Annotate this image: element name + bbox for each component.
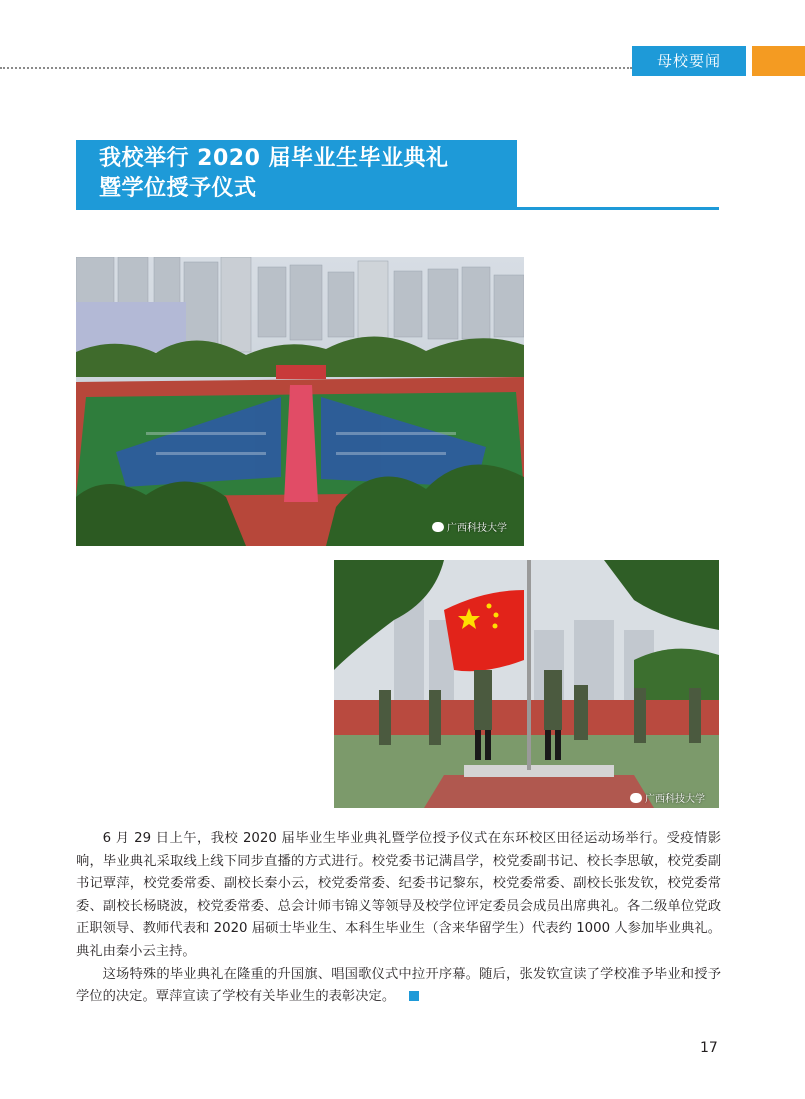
aerial-ceremony-illustration (76, 257, 524, 546)
wechat-icon (630, 793, 642, 803)
end-square-marker (409, 991, 419, 1001)
header-dotted-rule (0, 67, 632, 69)
photo-flag-raising (334, 560, 719, 808)
photo-watermark: 广西科技大学 (630, 790, 705, 805)
page-number: 17 (700, 1040, 718, 1056)
wechat-icon (432, 522, 444, 532)
article-body (76, 828, 721, 1009)
title-line-2: 暨学位授予仪式 (99, 176, 257, 201)
photo-watermark: 广西科技大学 (432, 519, 507, 534)
paragraph-1: 6 月 29 日上午，我校 2020 届毕业生毕业典礼暨学位授予仪式在东环校区田径运动场举行。受疫情影响，毕业典礼采取线上线下同步直播的方式进行。校党委书记满昌学，校党委副书记、校长李思敏，校党委副书记覃萍，校党委常委、副校长秦小云，校党委常委、纪委书记黎东，校党委常委、副校长张发钦，校党委常委、副校长杨晓波，校党委常委、总会计师韦锦义等领导及校学位评定委员会成员出席典礼。各二级单位党政正职领导、教师代表和 2020 届硕士毕业生、本科生毕业生（含来华留学生）代表约 1000 人参加毕业典礼。典礼由秦小云主持。 (76, 831, 721, 959)
article-title (99, 144, 449, 204)
photo-aerial-ceremony (76, 257, 524, 546)
title-line-1: 我校举行 2020 届毕业生毕业典礼 (99, 146, 449, 171)
orange-accent-tab (752, 46, 805, 76)
section-tab: 母校要闻 (632, 46, 746, 76)
paragraph-2: 这场特殊的毕业典礼在隆重的升国旗、唱国歌仪式中拉开序幕。随后，张发钦宣读了学校准予毕业和授予学位的决定。覃萍宣读了学校有关毕业生的表彰决定。 (76, 966, 721, 1005)
flag-raising-illustration (334, 560, 719, 808)
title-underline (76, 207, 719, 210)
